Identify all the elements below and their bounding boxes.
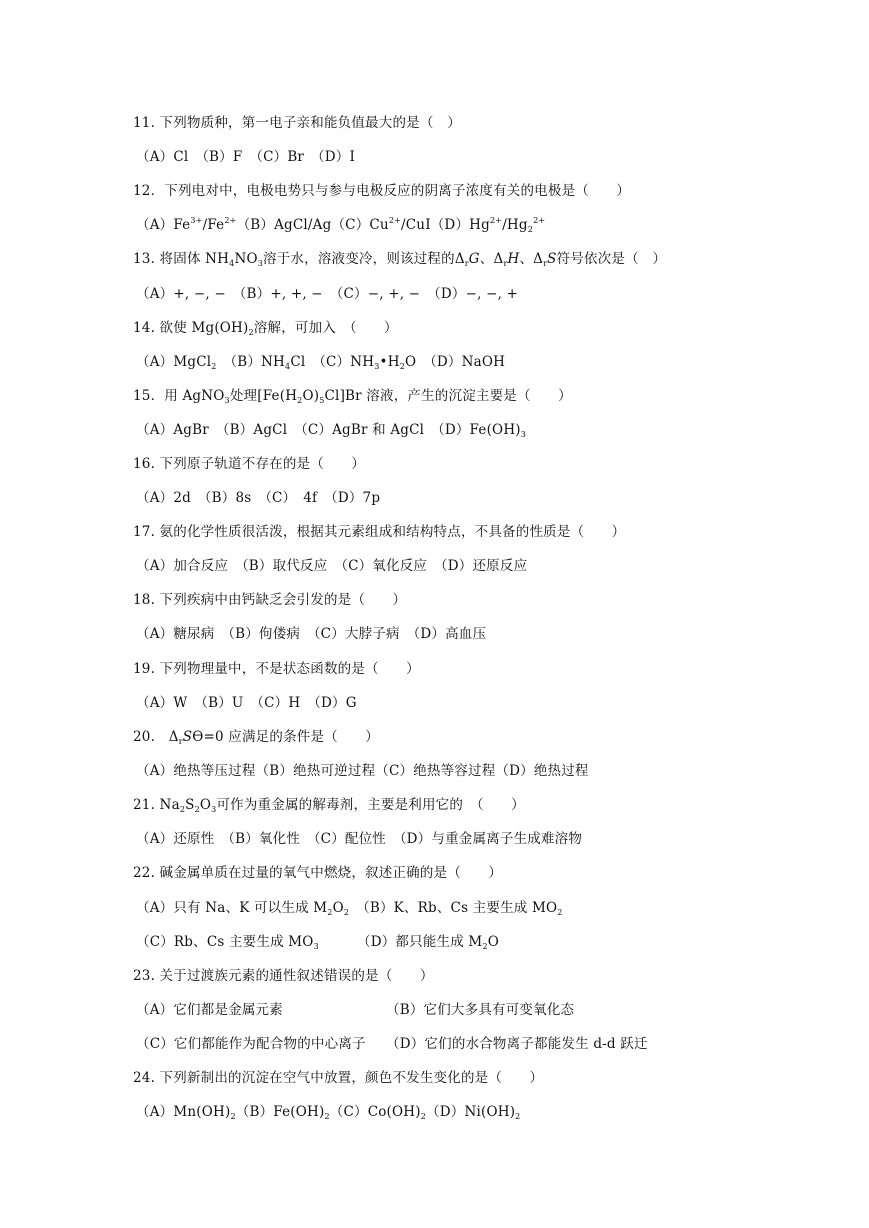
subscript: 3 [520,430,527,439]
option-text: （A）它们都是金属元素 [136,1002,283,1018]
stem-text: 、Δ [479,251,504,267]
subscript: 2 [211,362,217,371]
superscript: 3+ [190,216,203,225]
options-text: （A）还原性 （B）氧化性 （C）配位性 （D）与重金属离子生成难溶物 [136,831,583,847]
stem-text: 20. Δ [133,729,179,745]
stem-text: 可作为重金属的解毒剂，主要是利用它的 （ ） [216,797,525,813]
option-text: O [332,900,344,916]
question-12 [133,181,630,201]
option-text: （B）它们大多具有可变氧化态 [386,1002,575,1018]
question-stem: 18. 下列疾病中由钙缺乏会引发的是（ ） [133,592,407,608]
subscript: 3 [211,805,217,814]
question-22-options-row1 [136,898,563,918]
question-24 [133,1068,543,1088]
subscript: 2 [557,908,563,917]
option-text: •H [379,354,400,370]
option-text: （C）它们都能作为配合物的中心离子 [136,1036,366,1052]
question-22-option-d [357,932,499,952]
subscript: r [178,737,183,746]
question-stem: 24. 下列新制出的沉淀在空气中放置，颜色不发生变化的是（ ） [133,1070,544,1086]
stem-text: 21. Na [133,797,180,813]
symbol-h: H [507,251,520,267]
option-text: （C）Co(OH) [329,1104,421,1120]
subscript: 2 [324,1112,330,1121]
superscript: 2+ [388,216,402,225]
subscript: 2 [327,908,333,917]
option-text: （B）Fe(OH) [235,1104,325,1120]
question-17-options [136,556,527,576]
options-text: （A）+, −, − （B）+, +, − （C）−, +, − （D）−, −, + [136,286,519,302]
question-22 [133,863,502,883]
question-23-option-d [386,1034,648,1054]
question-20 [133,727,379,747]
question-12-options [136,215,545,235]
question-stem: 17. 氨的化学性质很活泼，根据其元素组成和结构特点，不具备的性质是（ ） [133,524,626,540]
question-11 [133,113,461,133]
subscript: 2 [179,805,186,814]
question-23-option-c [136,1034,366,1054]
question-18-options [136,624,486,644]
question-stem: 11. 下列物质种，第一电子亲和能负值最大的是（ ） [133,115,461,131]
stem-text: O [199,797,212,813]
question-23 [133,966,434,986]
question-stem: 16. 下列原子轨道不存在的是（ ） [133,456,366,472]
subscript: 2 [194,805,200,814]
stem-text: S [185,797,195,813]
superscript: 2+ [533,216,546,225]
question-stem: 12．下列电对中，电极电势只与参与电极反应的阴离子浓度有关的电极是（ ） [133,183,631,199]
options-text: （A）Cl （B）F （C）Br （D）I [136,149,355,165]
subscript: r [464,259,469,268]
options-text: （A）加合反应 （B）取代反应 （C）氧化反应 （D）还原反应 [136,558,528,574]
spacer [217,354,231,370]
option-text: （A）AgBr （B）AgCl （C）AgBr 和 AgCl （D）Fe(OH) [136,422,521,438]
option-text: （B）K、Rb、Cs 主要生成 MO [362,900,558,916]
option-text: （A）MgCl [136,354,212,370]
question-21 [133,795,525,815]
stem-text: 、Δ [519,251,544,267]
subscript: 3 [313,942,319,951]
question-13-options [136,284,518,304]
subscript: 2 [399,362,405,371]
stem-text: ϴ=0 应满足的条件是（ ） [192,729,379,745]
question-stem: 23. 关于过渡族元素的通性叙述错误的是（ ） [133,968,434,984]
option-text: （D）Ni(OH) [426,1104,516,1120]
question-16 [133,454,365,474]
option-text: （A）Mn(OH) [136,1104,231,1120]
stem-text: 14. 欲使 Mg(OH) [133,320,249,336]
option-text: （A）Fe [136,217,191,233]
options-text: （A）绝热等压过程（B）绝热可逆过程（C）绝热等容过程（D）绝热过程 [136,763,589,779]
option-text: （C）Rb、Cs 主要生成 MO [136,934,314,950]
option-text: （B）AgCl/Ag（C）Cu [236,217,389,233]
question-16-options [136,488,380,508]
question-22-options-row2 [136,932,319,952]
stem-text: 13. 将固体 NH [133,251,230,267]
question-20-options [136,761,589,781]
stem-text: NO [234,251,258,267]
subscript: 4 [229,259,235,268]
stem-text: 处理[Fe(H [229,388,298,404]
option-text: （D）都只能生成 M [357,934,483,950]
subscript: 2 [343,908,350,917]
question-23-option-b [386,1000,574,1020]
stem-text: 溶于水，溶液变冷，则该过程的Δ [263,251,465,267]
subscript: r [503,259,508,268]
option-text: /CuI（D）Hg [401,217,490,233]
subscript: 2 [527,225,534,234]
subscript: 2 [297,396,303,405]
subscript: 3 [224,396,230,405]
subscript: 2 [482,942,488,951]
question-14 [133,318,398,338]
question-14-options [136,352,505,372]
option-text: Cl （C）NH [290,354,375,370]
superscript: 2+ [224,216,237,225]
subscript: 4 [285,362,291,371]
subscript: 3 [374,362,380,371]
question-19-options [136,693,357,713]
option-text: O [487,934,500,950]
subscript: 2 [248,328,254,337]
question-21-options [136,829,582,849]
subscript: 2 [515,1112,521,1121]
option-text: /Hg [502,217,528,233]
option-text: （B）NH [230,354,286,370]
spacer [349,900,363,916]
option-text: （D）它们的水合物离子都能发生 d-d 跃迁 [386,1036,648,1052]
question-23-option-a [136,1000,283,1020]
option-text: O （D）NaOH [404,354,506,370]
subscript: 3 [257,259,264,268]
question-18 [133,590,406,610]
question-15 [133,386,572,406]
subscript: 2 [420,1112,427,1121]
superscript: 2+ [489,216,503,225]
question-11-options [136,147,355,167]
options-text: （A）糖尿病 （B）佝偻病 （C）大脖子病 （D）高血压 [136,626,487,642]
symbol-s: S [182,729,193,745]
question-13 [133,249,666,269]
stem-text: 符号依次是（ ） [556,251,667,267]
question-stem: 22. 碱金属单质在过量的氧气中燃烧，叙述正确的是（ ） [133,865,503,881]
stem-text: O) [302,388,320,404]
stem-text: 15．用 AgNO [133,388,225,404]
option-text: （A）只有 Na、K 可以生成 M [136,900,328,916]
subscript: r [543,259,548,268]
symbol-s: S [547,251,557,267]
question-24-options [136,1102,520,1122]
stem-text: 溶解，可加入 （ ） [253,320,398,336]
question-15-options [136,420,526,440]
option-text: /Fe [202,217,225,233]
subscript: 2 [230,1112,236,1121]
options-text: （A）W （B）U （C）H （D）G [136,695,357,711]
subscript: 5 [319,396,325,405]
options-text: （A）2d （B）8s （C） 4f （D）7p [136,490,381,506]
stem-text: Cl]Br 溶液，产生的沉淀主要是（ ） [324,388,572,404]
question-stem: 19. 下列物理量中，不是状态函数的是（ ） [133,661,420,677]
question-19 [133,659,420,679]
question-17 [133,522,625,542]
symbol-g: G [468,251,480,267]
